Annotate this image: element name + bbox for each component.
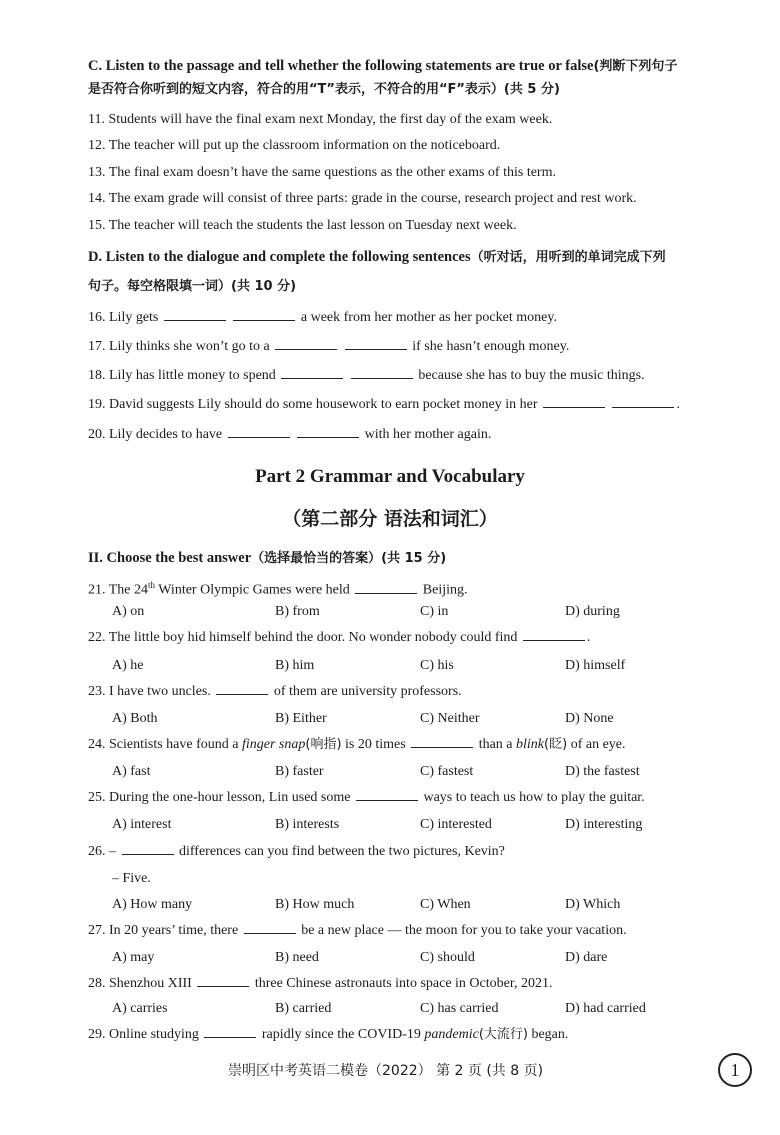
question-12: 12. The teacher will put up the classroom information on the noticeboard. [88,138,501,153]
option-c[interactable]: C) his [420,658,454,673]
option-d[interactable]: D) the fastest [565,764,640,779]
question-25: 25. During the one-hour lesson, Lin used some ways to teach us how to play the guitar. [88,790,645,805]
question-11: 11. Students will have the final exam next Monday, the first day of the exam week. [88,112,553,127]
answer-blank[interactable] [411,746,473,748]
answer-blank[interactable] [356,799,418,801]
question-16: 16. Lily gets a week from her mother as her pocket money. [88,310,557,325]
question-23: 23. I have two uncles. of them are university professors. [88,684,462,699]
option-b[interactable]: B) need [275,950,319,965]
page-footer: 崇明区中考英语二模卷（2022） 第 2 页 (共 8 页) [228,1063,544,1079]
answer-blank[interactable] [351,377,413,379]
option-d[interactable]: D) interesting [565,817,643,832]
option-c[interactable]: C) in [420,604,449,619]
option-c[interactable]: C) fastest [420,764,474,779]
question-26: 26. – differences can you find between the two pictures, Kevin? [88,844,505,859]
question-28: 28. Shenzhou XIII three Chinese astronauts into space in October, 2021. [88,976,553,991]
answer-blank[interactable] [197,985,249,987]
option-c[interactable]: C) has carried [420,1001,499,1016]
section-c-heading-cont: 是否符合你听到的短文内容，符合的用“T”表示，不符合的用“F”表示）(共 5 分) [88,82,560,97]
question-19: 19. David suggests Lily should do some housework to earn pocket money in her . [88,397,680,412]
option-d[interactable]: D) had carried [565,1001,646,1016]
option-d[interactable]: D) None [565,711,614,726]
question-15: 15. The teacher will teach the students the last lesson on Tuesday next week. [88,218,517,233]
section-d-heading: D. Listen to the dialogue and complete the following sentences（听对话，用听到的单词完成下列 [88,249,666,265]
answer-blank[interactable] [204,1036,256,1038]
option-a[interactable]: A) How many [112,897,193,912]
question-29: 29. Online studying rapidly since the COVID-19 pandemic(大流行) began. [88,1027,569,1042]
option-a[interactable]: A) interest [112,817,172,832]
option-d[interactable]: D) Which [565,897,621,912]
question-20: 20. Lily decides to have with her mother again. [88,427,492,442]
question-22: 22. The little boy hid himself behind the door. No wonder nobody could find . [88,630,591,645]
answer-blank[interactable] [355,592,417,594]
option-b[interactable]: B) Either [275,711,327,726]
answer-blank[interactable] [122,853,174,855]
option-d[interactable]: D) during [565,604,620,619]
option-a[interactable]: A) Both [112,711,158,726]
section-c-heading: C. Listen to the passage and tell whether the following statements are true or false(判断下列句子 [88,58,678,74]
answer-blank[interactable] [523,639,585,641]
option-b[interactable]: B) How much [275,897,355,912]
answer-blank[interactable] [233,319,295,321]
option-a[interactable]: A) he [112,658,144,673]
question-17: 17. Lily thinks she won’t go to a if she hasn’t enough money. [88,339,570,354]
answer-blank[interactable] [164,319,226,321]
option-d[interactable]: D) dare [565,950,608,965]
question-18: 18. Lily has little money to spend because she has to buy the music things. [88,368,645,383]
question-24: 24. Scientists have found a finger snap(响指) is 20 times than a blink(眨) of an eye. [88,737,626,752]
option-a[interactable]: A) on [112,604,145,619]
option-a[interactable]: A) may [112,950,155,965]
answer-blank[interactable] [612,406,674,408]
part-2-title-cn: （第二部分 语法和词汇） [282,508,498,530]
answer-blank[interactable] [228,436,290,438]
question-26-reply: – Five. [112,871,151,886]
option-d[interactable]: D) himself [565,658,626,673]
option-b[interactable]: B) him [275,658,315,673]
option-c[interactable]: C) When [420,897,471,912]
question-13: 13. The final exam doesn’t have the same questions as the other exams of this term. [88,165,556,180]
question-14: 14. The exam grade will consist of three parts: grade in the course, research project and rest work. [88,191,637,206]
option-c[interactable]: C) Neither [420,711,480,726]
part-2-title: Part 2 Grammar and Vocabulary [255,466,525,487]
answer-blank[interactable] [275,348,337,350]
question-27: 27. In 20 years’ time, there be a new place — the moon for you to take your vacation. [88,923,627,938]
option-c[interactable]: C) should [420,950,475,965]
option-a[interactable]: A) fast [112,764,151,779]
answer-blank[interactable] [244,932,296,934]
option-b[interactable]: B) interests [275,817,340,832]
option-b[interactable]: B) faster [275,764,324,779]
answer-blank[interactable] [281,377,343,379]
section-ii-heading: II. Choose the best answer（选择最恰当的答案）(共 15 分) [88,550,447,566]
option-a[interactable]: A) carries [112,1001,168,1016]
question-21: 21. The 24th Winter Olympic Games were held Beijing. [88,580,468,598]
answer-blank[interactable] [216,693,268,695]
page-number-circle: 1 [718,1053,752,1087]
answer-blank[interactable] [297,436,359,438]
answer-blank[interactable] [543,406,605,408]
answer-blank[interactable] [345,348,407,350]
option-b[interactable]: B) carried [275,1001,332,1016]
option-c[interactable]: C) interested [420,817,492,832]
section-d-heading-cont: 句子。每空格限填一词）(共 10 分) [88,279,297,294]
option-b[interactable]: B) from [275,604,320,619]
